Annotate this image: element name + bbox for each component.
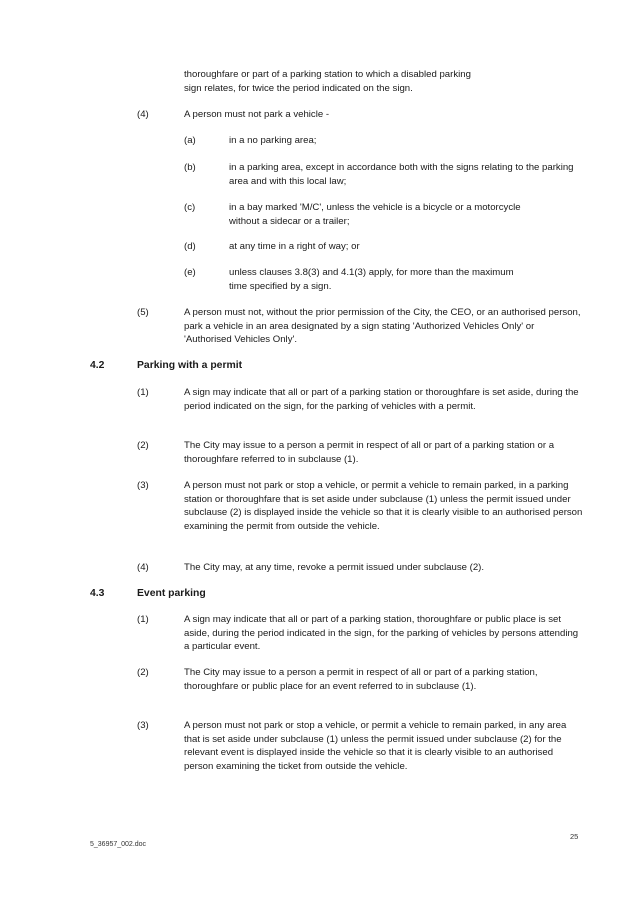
sub4-number: (4)	[137, 109, 149, 120]
section-4-3-number: 4.3	[90, 588, 105, 599]
sub4-item-e-text: unless clauses 3.8(3) and 4.1(3) apply, for more than the maximum time specified by a sign.	[229, 267, 514, 292]
sub4-item-b-text: in a parking area, except in accordance both with the signs relating to the parking area and with this local law;	[229, 162, 574, 187]
sub5-number: (5)	[137, 307, 149, 318]
sub4-item-a-letter: (a)	[184, 135, 196, 146]
s42-para2-number: (2)	[137, 440, 149, 451]
s43-para1-number: (1)	[137, 614, 149, 625]
footer-page-number: 25	[570, 832, 579, 841]
sub4-item-a-text: in a no parking area;	[229, 135, 317, 146]
footer-document-reference: 5_36957_002.doc	[90, 841, 147, 848]
sub4-item-b-letter: (b)	[184, 162, 196, 173]
section-4-2-title: Parking with a permit	[137, 360, 243, 371]
s43-para3-text: A person must not park or stop a vehicle, or permit a vehicle to remain parked, in any area that is set aside under subclause (1) unless the permit issued under subclause (2) for the relevant event is displayed inside the vehicle so that it is clearly visible to an authorised person examining the ticket from outside the vehicle.	[184, 720, 567, 772]
s43-para3-number: (3)	[137, 720, 149, 731]
s43-para2-number: (2)	[137, 667, 149, 678]
s42-para3-number: (3)	[137, 480, 149, 491]
s42-para1-text: A sign may indicate that all or part of a parking station or thoroughfare is set aside, during the period indicated on the sign, for the parking of vehicles with a permit.	[184, 387, 579, 412]
s43-para1-text: A sign may indicate that all or part of a parking station, thoroughfare or public place is set aside, during the period indicated in the sign, for the parking of vehicles by persons attending a particular event.	[184, 614, 579, 652]
section-4-2-number: 4.2	[90, 360, 105, 371]
sub4-item-c-text: in a bay marked 'M/C', unless the vehicle is a bicycle or a motorcycle without a sidecar or a trailer;	[229, 202, 521, 227]
sub4-item-c-letter: (c)	[184, 202, 196, 213]
sub4-item-d-text: at any time in a right of way; or	[229, 241, 360, 252]
intro-paragraph: thoroughfare or part of a parking station to which a disabled parking sign relates, for twice the period indicated on the sign.	[184, 69, 471, 94]
sub5-text: A person must not, without the prior permission of the City, the CEO, or an authorised person, park a vehicle in an area designated by a sign stating 'Authorized Vehicles Only' or 'Authorised Vehicles Only'.	[184, 307, 581, 345]
s42-para4-text: The City may, at any time, revoke a permit issued under subclause (2).	[184, 562, 485, 573]
sub4-text: A person must not park a vehicle -	[184, 109, 330, 120]
s43-para2-text: The City may issue to a person a permit in respect of all or part of a parking station, thoroughfare or public place for an event referred to in subclause (1).	[184, 667, 538, 692]
s42-para2-text: The City may issue to a person a permit in respect of all or part of a parking station or a thoroughfare referred to in subclause (1).	[184, 440, 555, 465]
s42-para1-number: (1)	[137, 387, 149, 398]
sub4-item-d-letter: (d)	[184, 241, 196, 252]
s42-para4-number: (4)	[137, 562, 149, 573]
sub4-item-e-letter: (e)	[184, 267, 196, 278]
section-4-3-title: Event parking	[137, 588, 206, 599]
s42-para3-text: A person must not park or stop a vehicle, or permit a vehicle to remain parked, in a parking station or thoroughfare that is set aside under subclause (1) unless the permit issued under subclause (2) is displayed inside the vehicle so that it is clearly visible to an authorised person examining the permit from outside the vehicle.	[184, 480, 583, 532]
